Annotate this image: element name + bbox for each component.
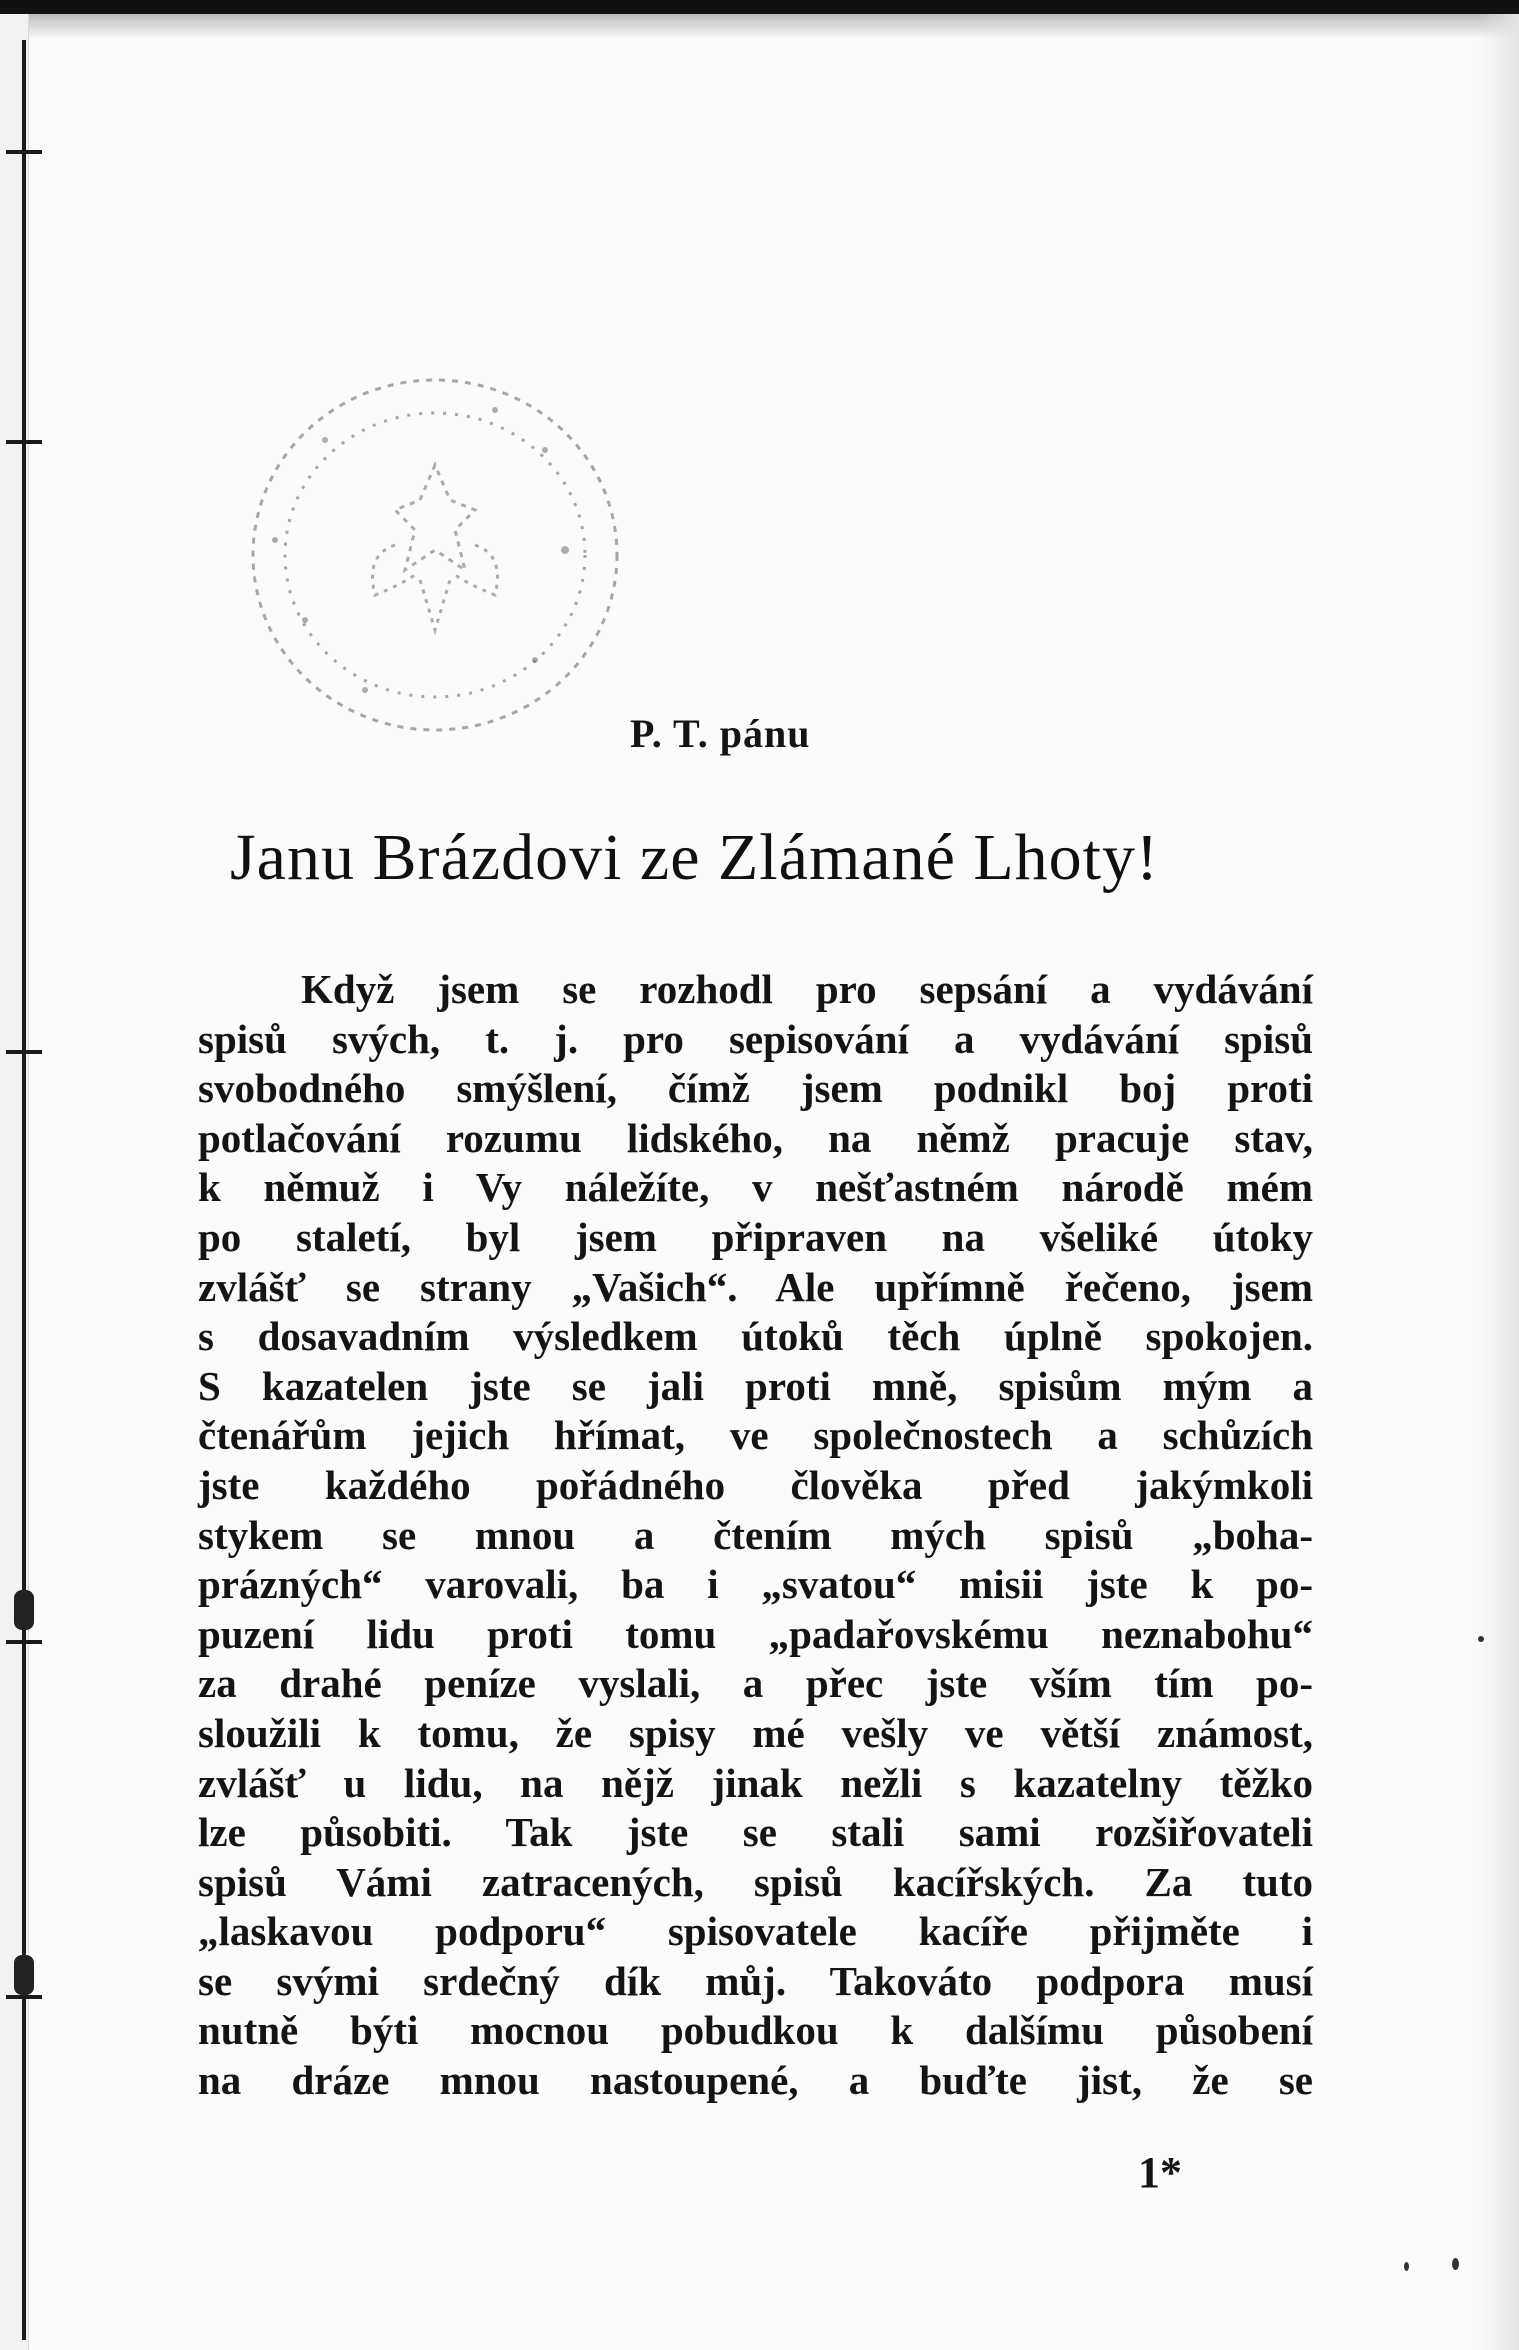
body-line: jste každého pořádného člověka před jakýmkoli xyxy=(198,1461,1313,1508)
body-line: zvlášť u lidu, na nějž jinak nežli s kazatelny těžko xyxy=(198,1759,1313,1806)
binding-stitch xyxy=(6,1050,42,1054)
body-line: spisů Vámi zatracených, spisů kacířských. Za tuto xyxy=(198,1858,1313,1905)
body-line: nutně býti mocnou pobudkou k dalšímu působení xyxy=(198,2007,1313,2054)
letter-body xyxy=(198,965,1313,2106)
body-line: k němuž i Vy náležíte, v nešťastném národě mém xyxy=(198,1164,1313,1211)
body-line: s dosavadním výsledkem útoků těch úplně spokojen. xyxy=(198,1313,1313,1360)
paper-speck xyxy=(1404,2262,1409,2271)
binding-stitch xyxy=(6,1995,42,1999)
addressee-heading: Janu Brázdovi ze Zlámané Lhoty! xyxy=(230,821,1159,894)
body-line: svobodného smýšlení, čímž jsem podnikl boj proti xyxy=(198,1065,1313,1112)
body-line: stykem se mnou a čtením mých spisů „boha- xyxy=(198,1511,1313,1558)
body-line: sloužili k tomu, že spisy mé vešly ve větší známost, xyxy=(198,1709,1313,1756)
salutation: P. T. pánu xyxy=(630,711,811,756)
signature-mark: 1* xyxy=(1138,2148,1182,2197)
body-line: lze působiti. Tak jste se stali sami rozšiřovateli xyxy=(198,1809,1313,1856)
body-line: po staletí, byl jsem připraven na všeliké útoky xyxy=(198,1213,1313,1260)
paper-speck xyxy=(1478,1636,1484,1642)
body-line: potlačování rozumu lidského, na němž pracuje stav, xyxy=(198,1114,1313,1161)
body-line: puzení lidu proti tomu „padařovskému neznabohu“ xyxy=(198,1610,1313,1657)
scan-top-edge xyxy=(0,0,1519,14)
scan-top-shadow xyxy=(0,14,1519,40)
body-line: S kazatelen jste se jali proti mně, spisům mým a xyxy=(198,1362,1313,1409)
page-right-edge xyxy=(1479,14,1519,2350)
binding-knot xyxy=(14,1590,34,1630)
body-line: zvlášť se strany „Vašich“. Ale upřímně řečeno, jsem xyxy=(198,1263,1313,1310)
body-line: „laskavou podporu“ spisovatele kacíře přijměte i xyxy=(198,1908,1313,1955)
binding-knot xyxy=(14,1955,34,1995)
library-stamp-icon xyxy=(245,370,635,740)
body-line: Když jsem se rozhodl pro sepsání a vydávání xyxy=(301,966,1313,1012)
binding-stitch xyxy=(6,1640,42,1644)
binding-stitch xyxy=(6,440,42,444)
body-line: spisů svých, t. j. pro sepisování a vydávání spisů xyxy=(198,1015,1313,1062)
body-line: na dráze mnou nastoupené, a buďte jist, že se xyxy=(198,2057,1313,2104)
paper-speck xyxy=(1452,2258,1459,2270)
body-line: se svými srdečný dík můj. Takováto podpora musí xyxy=(198,1957,1313,2004)
body-line: čtenářům jejich hřímat, ve společnostech a schůzích xyxy=(198,1412,1313,1459)
binding-stitch xyxy=(6,150,42,154)
body-line: prázných“ varovali, ba i „svatou“ misii jste k po- xyxy=(198,1561,1313,1608)
body-line: za drahé peníze vyslali, a přec jste vším tím po- xyxy=(198,1660,1313,1707)
